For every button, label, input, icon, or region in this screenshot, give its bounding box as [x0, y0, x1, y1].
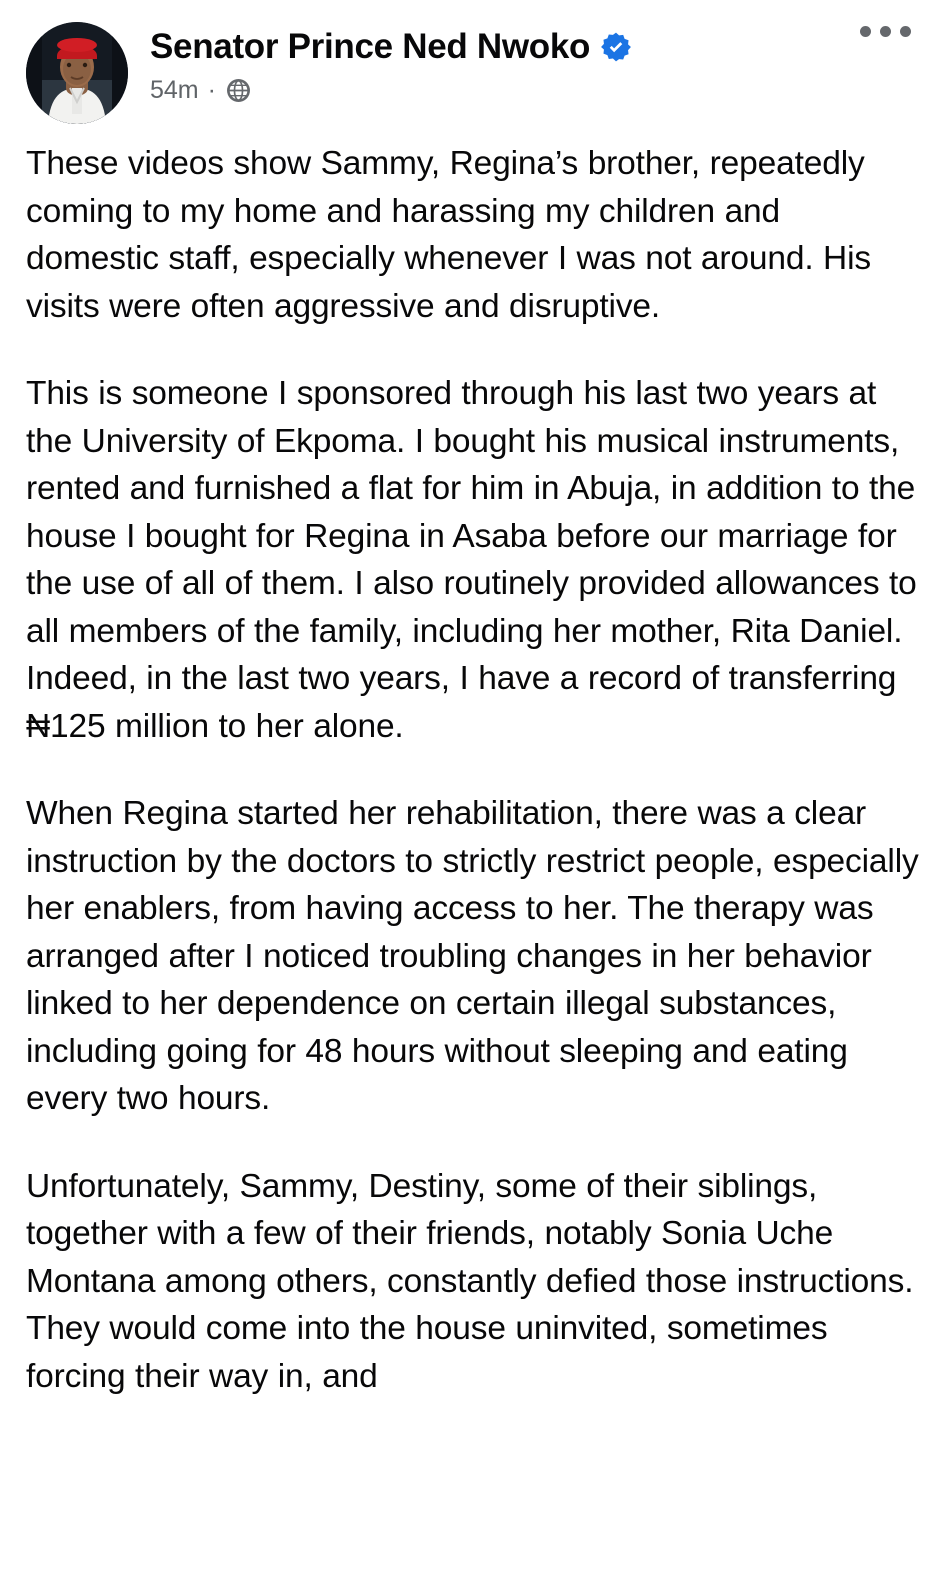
verified-badge-icon [600, 31, 632, 63]
paragraph-spacer [26, 330, 919, 370]
more-options-icon [860, 26, 871, 37]
post-paragraph: Unfortunately, Sammy, Destiny, some of their siblings, together with a few of their friends, notably Sonia Uche Montana among others, constantly defied those instructions. They would come into the house uninvited, sometimes forcing their way in, and [26, 1167, 914, 1395]
paragraph-spacer [26, 1123, 919, 1163]
post-text [0, 130, 945, 1400]
post-paragraph: This is someone I sponsored through his last two years at the University of Ekpoma. I bought his musical instruments, rented and furnished a flat for him in Abuja, in addition to the house I bought for Regina in Asaba before our marriage for the use of all of them. I also routinely provided allowances to all members of the family, including her mother, Rita Daniel. Indeed, in the last two years, I have a record of transferring ₦125 million to her alone. [26, 375, 917, 745]
meta-separator: · [207, 75, 216, 104]
avatar-image [26, 22, 128, 124]
avatar[interactable] [26, 22, 128, 124]
more-options-button[interactable] [860, 26, 911, 37]
author-name[interactable]: Senator Prince Ned Nwoko [150, 27, 591, 66]
author-row [150, 28, 632, 67]
paragraph-spacer [26, 750, 919, 790]
more-options-icon [880, 26, 891, 37]
more-options-icon [900, 26, 911, 37]
globe-icon[interactable] [225, 77, 252, 104]
post-paragraph: When Regina started her rehabilitation, there was a clear instruction by the doctors to strictly restrict people, especially her enablers, from having access to her. The therapy was arranged after I noticed troubling changes in her behavior linked to her dependence on certain illegal substances, including going for 48 hours without sleeping and eating every two hours. [26, 795, 919, 1117]
post-paragraph: These videos show Sammy, Regina’s brother, repeatedly coming to my home and harassing my children and domestic staff, especially whenever I was not around. His visits were often aggressive and disruptive. [26, 145, 871, 325]
post-header [0, 0, 945, 130]
post-meta [150, 77, 632, 104]
post-header-text [150, 22, 632, 104]
post-timestamp[interactable]: 54m [150, 75, 199, 104]
